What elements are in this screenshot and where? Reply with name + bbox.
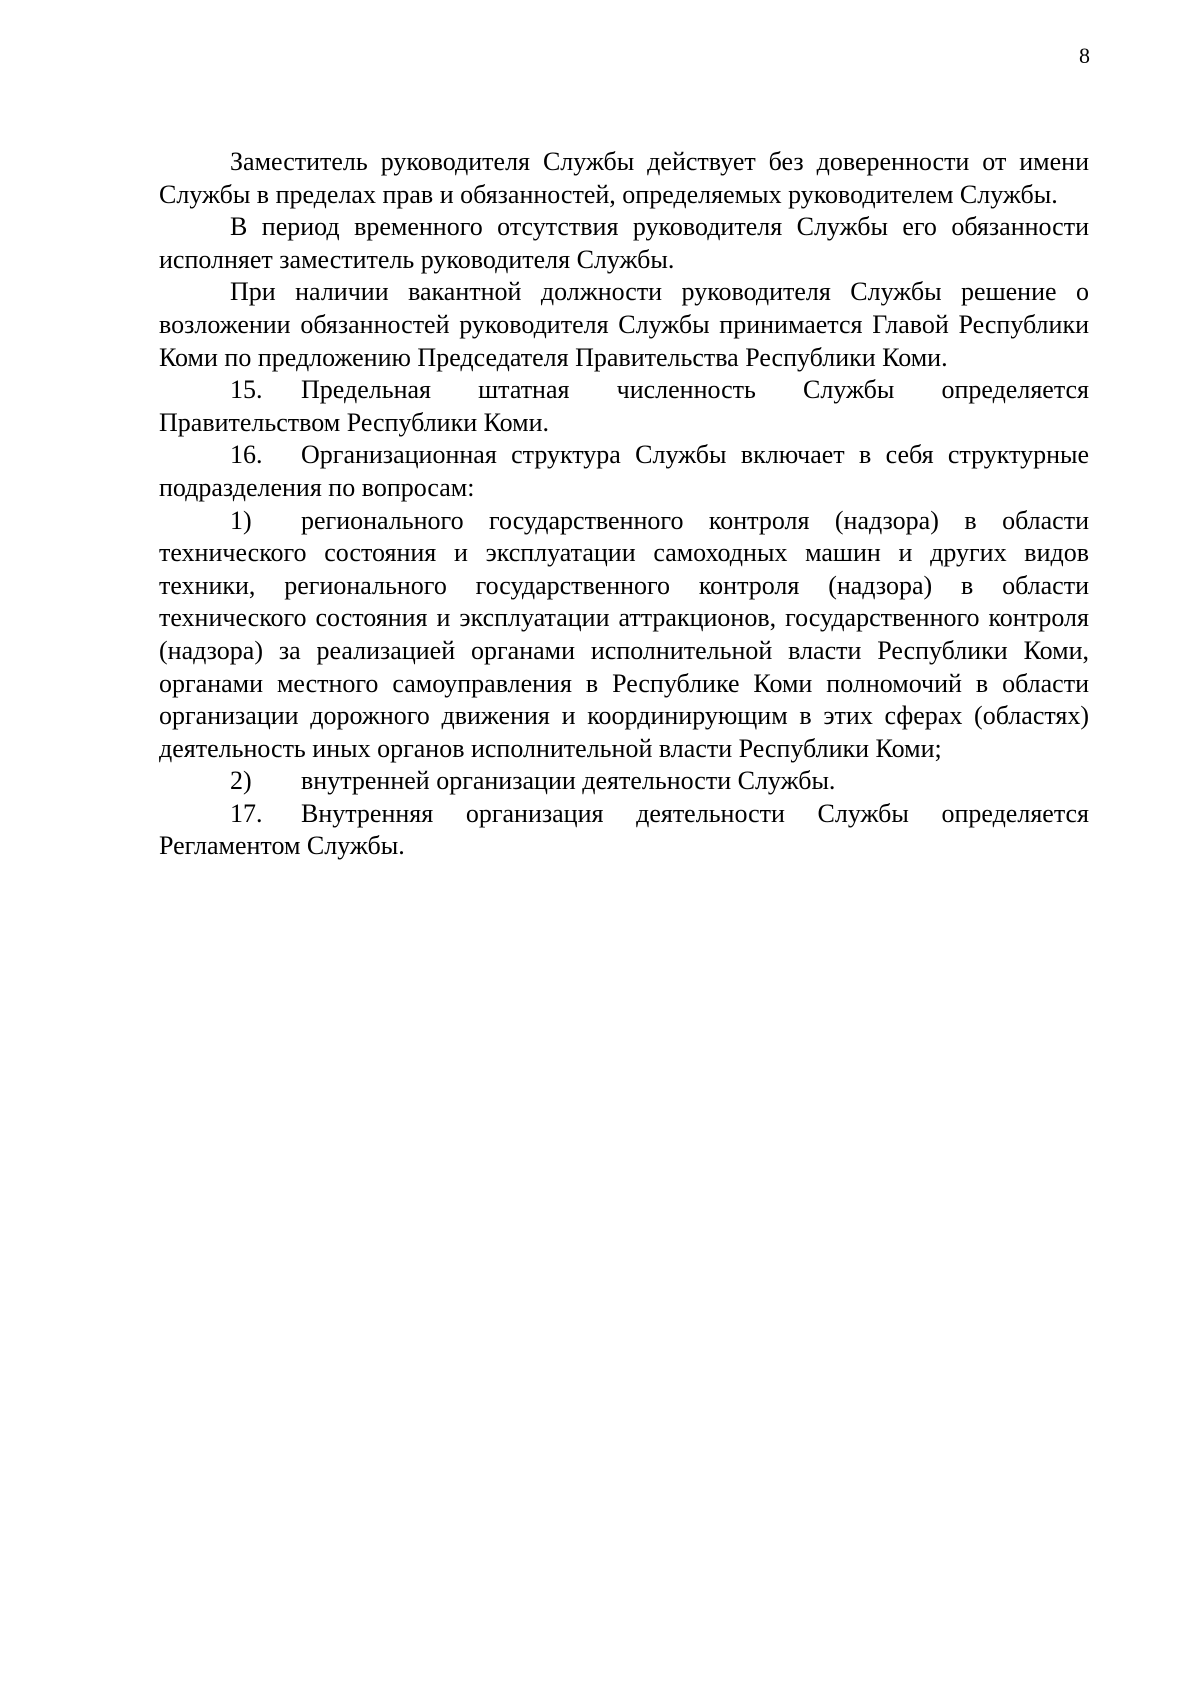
paragraph-text: Внутренняя организация деятельности Службы определяется Регламентом Службы.: [159, 798, 1089, 861]
item-number: 17.: [230, 798, 263, 828]
paragraph-item-17: [159, 798, 1089, 863]
paragraph-temporary-absence: [159, 211, 1089, 276]
paragraph-item-16: [159, 439, 1089, 504]
paragraph-text: Предельная штатная численность Службы определяется Правительством Республики Коми.: [159, 375, 1089, 437]
page-number: 8: [1079, 43, 1090, 68]
paragraph-vacant-position: [159, 276, 1089, 374]
item-number: 2): [230, 766, 252, 796]
item-number: 16.: [230, 440, 263, 470]
item-number: 15.: [230, 375, 263, 405]
paragraph-text: При наличии вакантной должности руководителя Службы решение о возложении обязанностей руководителя Службы принимается Главой Республики Коми по предложению Председателя Правительства Республики Коми.: [159, 277, 1089, 372]
paragraph-text: Организационная структура Службы включает в себя структурные подразделения по вопросам:: [159, 440, 1089, 502]
paragraph-text: регионального государственного контроля (надзора) в области технического состояния и эксплуатации самоходных машин и других видов техники, регионального государственного контроля (надзора) в области технического состояния и эксплуатации аттракционов, государственного контроля (надзора) за реализацией органами исполнительной власти Республики Коми, органами местного самоуправления в Республике Коми полномочий в области организации дорожного движения и координирующим в этих сферах (областях) деятельность иных органов исполнительной власти Республики Коми;: [159, 505, 1089, 763]
paragraph-text: внутренней организации деятельности Службы.: [301, 766, 836, 796]
paragraph-item-15: [159, 374, 1089, 439]
paragraph-text: В период временного отсутствия руководителя Службы его обязанности исполняет заместитель руководителя Службы.: [159, 212, 1089, 274]
paragraph-deputy-head: [159, 146, 1089, 211]
document-body: [159, 146, 1089, 863]
item-number: 1): [230, 505, 252, 535]
paragraph-subitem-1: [159, 505, 1089, 766]
paragraph-text: Заместитель руководителя Службы действует без доверенности от имени Службы в пределах прав и обязанностей, определяемых руководителем Службы.: [159, 147, 1089, 209]
paragraph-subitem-2: [159, 765, 1089, 798]
